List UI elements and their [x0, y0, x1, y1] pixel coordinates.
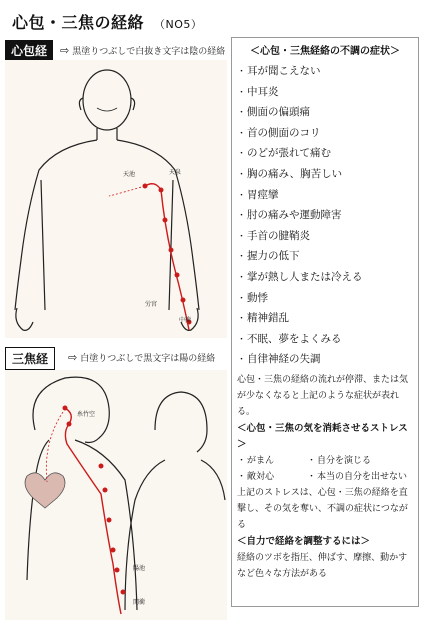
list-item: ・ 自律神経の失調	[237, 349, 413, 370]
page-number: （NO5）	[154, 18, 203, 31]
list-item: ・ 肘の痛みや運動障害	[237, 205, 413, 226]
arrow-right-icon: ⇨	[60, 44, 70, 57]
symptoms-list	[237, 61, 413, 370]
list-item: ・ 動悸	[237, 288, 413, 309]
page-title: 心包・三焦の経絡 （NO5）	[12, 13, 203, 32]
stress-explanation: 上記のストレスは、心包・三焦の経絡を直撃し、その気を奪い、不調の症状につながる	[237, 487, 408, 530]
symptoms-panel	[231, 37, 419, 607]
yang-meridian-note: ⇨ 白塗りつぶしで黒文字は陽の経絡	[68, 351, 216, 364]
point-label-tensen: 天泉	[169, 169, 182, 176]
adjust-explanation: 経絡のツボを指圧、伸ばす、摩擦、動かすなど色々な方法がある	[237, 552, 408, 579]
list-item: ・ 中耳炎	[237, 82, 413, 103]
point-label-shichikuku: 糸竹空	[77, 411, 96, 418]
symptoms-heading: ＜心包・三焦経絡の不調の症状＞	[250, 46, 400, 57]
list-item: ・ 不眠、夢をよくみる	[237, 329, 413, 350]
list-item: ・ 掌が熱し人または冷える	[237, 267, 413, 288]
point-label-chusho: 中衝	[179, 317, 192, 324]
stress-heading: ＜心包・三焦の気を消耗させるストレス＞	[237, 422, 408, 450]
point-label-tenchi: 天池	[123, 171, 136, 178]
list-item: ・ 首の側面のコリ	[237, 123, 413, 144]
list-item: ・ 耳が聞こえない	[237, 61, 413, 82]
list-item: ・ 本当の自分を出せない	[307, 469, 413, 485]
adjust-heading: ＜自力で経絡を調整するには＞	[237, 535, 371, 547]
list-item: ・ 敵対心	[237, 469, 307, 485]
list-item: ・ 側面の偏頭痛	[237, 102, 413, 123]
yin-meridian-note: ⇨ 黒塗りつぶしで白抜き文字は陰の経絡	[60, 44, 226, 57]
list-item: ・ がまん	[237, 453, 307, 469]
list-item: ・ 自分を演じる	[307, 453, 413, 469]
list-item: ・ 手首の腱鞘炎	[237, 226, 413, 247]
list-item: ・ 胃痙攣	[237, 185, 413, 206]
triple-burner-meridian-figure	[5, 370, 227, 620]
stress-list	[237, 453, 413, 485]
pericardium-meridian-figure	[5, 60, 227, 338]
arrow-right-icon: ⇨	[68, 351, 78, 364]
list-item: ・ 握力の低下	[237, 246, 413, 267]
list-item: ・ 精神錯乱	[237, 308, 413, 329]
point-label-kansho: 関衝	[133, 599, 146, 606]
point-label-youchi: 陽池	[133, 565, 146, 572]
list-item: ・ のどが張れて痛む	[237, 143, 413, 164]
point-label-roukyu: 労宮	[145, 301, 158, 308]
symptoms-explanation: 心包・三焦の経絡の流れが停滞、または気が少なくなると上記のような症状が表れる。	[237, 374, 409, 417]
shinpou-meridian-tag: 心包経	[5, 40, 53, 61]
sanshou-meridian-tag: 三焦経	[5, 347, 55, 370]
list-item: ・ 胸の痛み、胸苦しい	[237, 164, 413, 185]
